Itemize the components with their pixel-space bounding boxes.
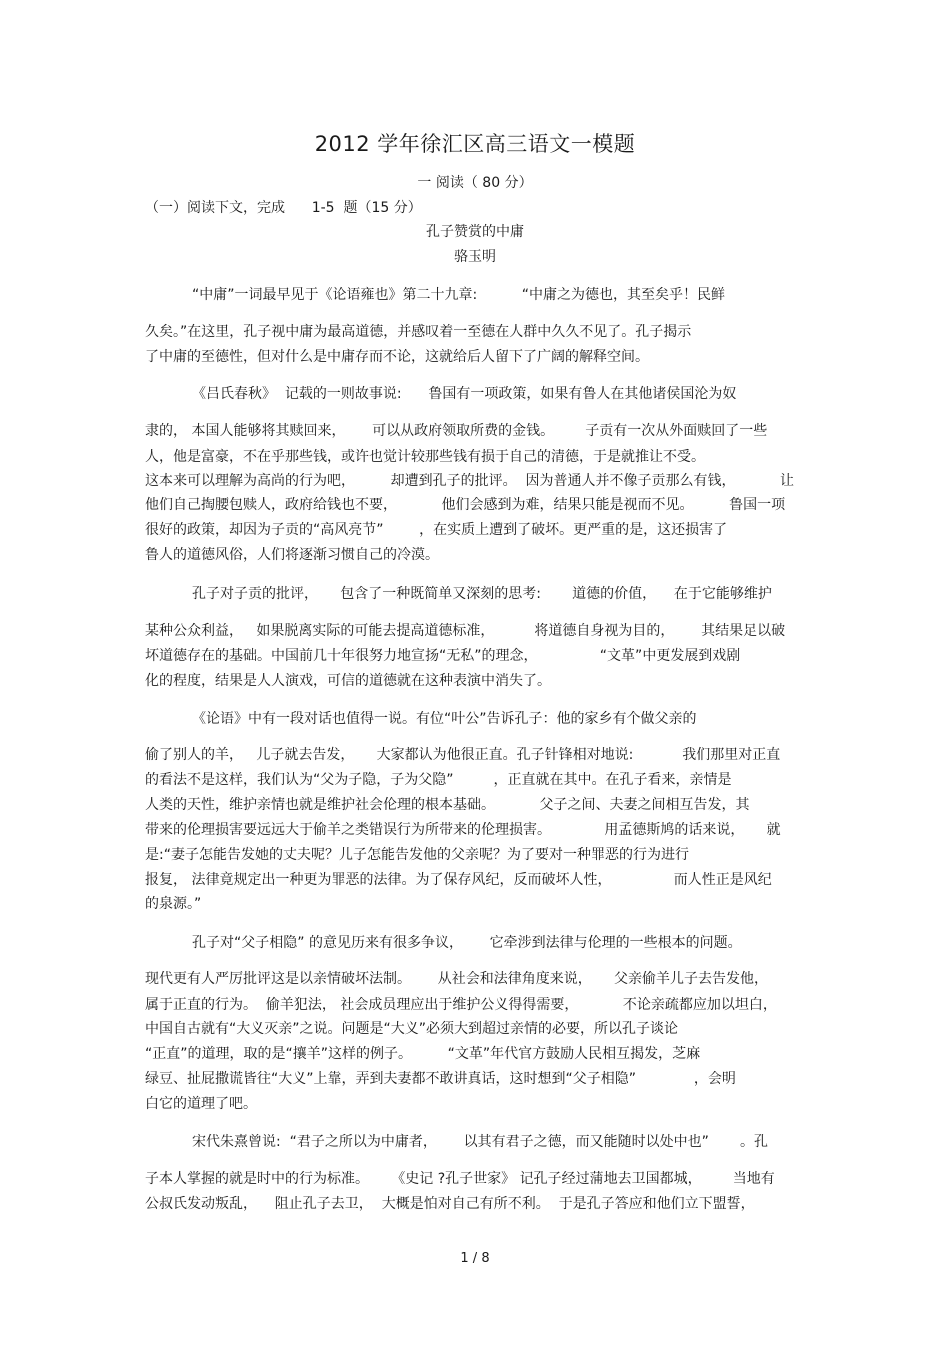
article-author: 骆玉明 xyxy=(454,249,496,265)
paragraph-line: 孔子对子贡的批评， 包含了一种既简单又深刻的思考: 道德的价值， 在于它能够维护 xyxy=(192,586,772,602)
paragraph-line: 孔子对“父子相隐” 的意见历来有很多争议， 它牵涉到法律与伦理的一些根本的问题。 xyxy=(192,935,742,951)
paragraph-line: 偷了别人的羊， 儿子就去告发， 大家都认为他很正直。孔子针锋相对地说: 我们那里对正直 xyxy=(145,747,781,763)
paragraph-line: 是:“妻子怎能告发她的丈夫呢？儿子怎能告发他的父亲呢？为了要对一种罪恶的行为进行 xyxy=(145,847,689,863)
paragraph-line: 他们自己掏腰包赎人，政府给钱也不要， 他们会感到为难，结果只能是视而不见。 鲁国一项 xyxy=(145,497,786,513)
article-title: 孔子赞赏的中庸 xyxy=(426,224,524,240)
paragraph-line: “中庸”一词最早见于《论语雍也》第二十九章: “中庸之为德也，其至矣乎！民鲜 xyxy=(192,287,725,303)
paragraph-line: 的泉源。” xyxy=(145,896,202,912)
paragraph-line: 现代更有人严厉批评这是以亲情破坏法制。 从社会和法律角度来说， 父亲偷羊儿子去告发他， xyxy=(145,971,768,987)
paragraph-line: 某种公众利益， 如果脱离实际的可能去提高道德标准， 将道德自身视为目的， 其结果足以破 xyxy=(145,623,786,639)
paragraph-line: 属于正直的行为。 偷羊犯法， 社会成员理应出于维护公义得得需要， 不论亲疏都应加以坦白， xyxy=(145,997,777,1013)
subsection-heading: （一）阅读下文，完成 1-5 题（15 分） xyxy=(145,200,422,216)
document-title: 2012 学年徐汇区高三语文一模题 xyxy=(314,132,636,156)
paragraph-line: 坏道德存在的基础。中国前几十年很努力地宣扬“无私”的理念， “文革”中更发展到戏剧 xyxy=(145,648,741,664)
paragraph-line: 这本来可以理解为高尚的行为吧， 却遭到孔子的批评。 因为普通人并不像子贡那么有钱， 让 xyxy=(145,473,795,489)
paragraph-line: 了中庸的至德性，但对什么是中庸存而不论，这就给后人留下了广阔的解释空间。 xyxy=(145,349,649,365)
paragraph-line: 很好的政策，却因为子贡的“高风亮节” ，在实质上遭到了破坏。更严重的是，这还损害了 xyxy=(145,522,728,538)
paragraph-line: “正直”的道理，取的是“攘羊”这样的例子。 “文革”年代官方鼓励人民相互揭发，芝麻 xyxy=(145,1046,701,1062)
paragraph-line: 的看法不是这样，我们认为“父为子隐，子为父隐” ，正直就在其中。在孔子看来，亲情是 xyxy=(145,772,732,788)
paragraph-line: 久矣。”在这里，孔子视中庸为最高道德，并感叹着一至德在人群中久久不见了。孔子揭示 xyxy=(145,324,692,340)
paragraph-line: 《论语》中有一段对话也值得一说。有位“叶公”告诉孔子：他的家乡有个做父亲的 xyxy=(192,711,697,727)
paragraph-line: 白它的道理了吧。 xyxy=(145,1096,257,1112)
paragraph-line: 报复， 法律竟规定出一种更为罪恶的法律。为了保存风纪，反而破坏人性， 而人性正是风纪 xyxy=(145,872,772,888)
paragraph-line: 宋代朱熹曾说: “君子之所以为中庸者， 以其有君子之德，而又能随时以处中也” 。孔 xyxy=(192,1134,768,1150)
paragraph-line: 公叔氏发动叛乱， 阻止孔子去卫， 大概是怕对自己有所不利。 于是孔子答应和他们立下盟誓， xyxy=(145,1196,755,1212)
section-heading: 一 阅读（ 80 分） xyxy=(417,175,533,191)
paragraph-line: 中国自古就有“大义灭亲”之说。问题是“大义”必须大到超过亲情的必要，所以孔子谈论 xyxy=(145,1021,679,1037)
paragraph-line: 隶的， 本国人能够将其赎回来， 可以从政府领取所费的金钱。 子贡有一次从外面赎回了一些 xyxy=(145,423,768,439)
paragraph-line: 《吕氏春秋》 记载的一则故事说: 鲁国有一项政策，如果有鲁人在其他诸侯国沦为奴 xyxy=(192,386,737,402)
paragraph-line: 鲁人的道德风俗，人们将逐渐习惯自己的冷漠。 xyxy=(145,547,439,563)
paragraph-line: 带来的伦理损害要远远大于偷羊之类错误行为所带来的伦理损害。 用孟德斯鸠的话来说， 就 xyxy=(145,822,781,838)
paragraph-line: 人类的天性，维护亲情也就是维护社会伦理的根本基础。 父子之间、夫妻之间相互告发，其 xyxy=(145,797,750,813)
paragraph-line: 人，他是富豪，不在乎那些钱，或许也觉计较那些钱有损于自己的清德，于是就推让不受。 xyxy=(145,449,705,465)
paragraph-line: 绿豆、扯屁撒谎皆往“大义”上靠，弄到夫妻都不敢讲真话，这时想到“父子相隐” ，会明 xyxy=(145,1071,736,1087)
page-number: 1 / 8 xyxy=(460,1251,490,1266)
paragraph-line: 子本人掌握的就是时中的行为标准。 《史记 ?孔子世家》 记孔子经过蒲地去卫国都城， 当地有 xyxy=(145,1171,775,1187)
paragraph-line: 化的程度，结果是人人演戏，可信的道德就在这种表演中消失了。 xyxy=(145,673,551,689)
